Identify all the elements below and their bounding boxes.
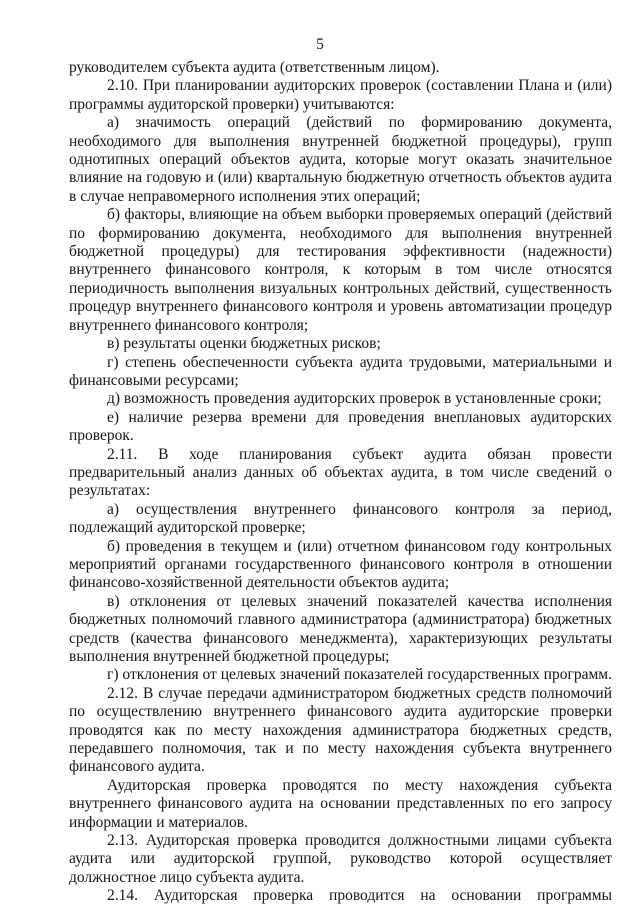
- paragraph: г) отклонения от целевых значений показателей государственных программ.: [107, 666, 612, 684]
- paragraph: 2.13. Аудиторская проверка проводится должностными лицами субъекта аудита или аудиторской группой, руководство которой осуществляет должностное лицо субъекта аудита.: [69, 832, 612, 886]
- paragraph: а) значимость операций (действий по формированию документа, необходимого для выполнения внутренней бюджетной процедуры), групп однотипных операций объектов аудита, которые могут оказать значительное влияние на годовую и (или) квартальную бюджетную отчетность объектов аудита в случае неправомерного исполнения этих операций;: [69, 114, 612, 205]
- paragraph: 2.10. При планировании аудиторских проверок (составлении Плана и (или) программы аудиторской проверки) учитываются:: [69, 77, 612, 113]
- paragraph: г) степень обеспеченности субъекта аудита трудовыми, материальными и финансовыми ресурсами;: [69, 353, 612, 389]
- paragraph: 2.11. В ходе планирования субъект аудита обязан провести предварительный анализ данных об объектах аудита, в том числе сведений о результатах:: [69, 445, 612, 500]
- page-number: 5: [316, 36, 324, 53]
- paragraph: Аудиторская проверка проводятся по месту нахождения субъекта внутреннего финансового аудита на основании представленных по его запросу информации и материалов.: [69, 776, 612, 831]
- paragraph: руководителем субъекта аудита (ответственным лицом).: [69, 59, 440, 76]
- paragraph: е) наличие резерва времени для проведения внеплановых аудиторских проверок.: [69, 408, 612, 445]
- paragraph: д) возможность проведения аудиторских проверок в установленные сроки;: [107, 390, 602, 408]
- paragraph: б) факторы, влияющие на объем выборки проверяемых операций (действий по формированию документа, необходимого для выполнения внутренней бюджетной процедуры) для тестирования эффективности (надежности) внутреннего финансового контроля, к которым в том числе относятся периодичность выполнения визуальных контрольных действий, существенность процедур внутреннего финансового контроля и уровень автоматизации процедур внутреннего финансового контроля;: [69, 206, 612, 334]
- paragraph: а) осуществления внутреннего финансового контроля за период, подлежащий аудиторской проверке;: [69, 500, 612, 537]
- paragraph: 2.12. В случае передачи администратором бюджетных средств полномочий по осуществлению внутреннего финансового аудита аудиторские проверки проводятся как по месту нахождения администратора бюджетных средств, передавшего полномочия, так и по месту нахождения субъекта внутреннего финансового аудита.: [69, 684, 612, 776]
- paragraph: б) проведения в текущем и (или) отчетном финансовом году контрольных мероприятий органами государственного финансового контроля в отношении финансово-хозяйственной деятельности объектов аудита;: [69, 537, 612, 592]
- paragraph: 2.14. Аудиторская проверка проводится на основании программы: [107, 887, 612, 905]
- paragraph: в) результаты оценки бюджетных рисков;: [107, 335, 381, 353]
- document-body: [69, 59, 612, 906]
- paragraph: в) отклонения от целевых значений показателей качества исполнения бюджетных полномочий главного администратора (администратора) бюджетных средств (качества финансового менеджмента), характеризующих результаты выполнения внутренней бюджетной процедуры;: [69, 592, 612, 665]
